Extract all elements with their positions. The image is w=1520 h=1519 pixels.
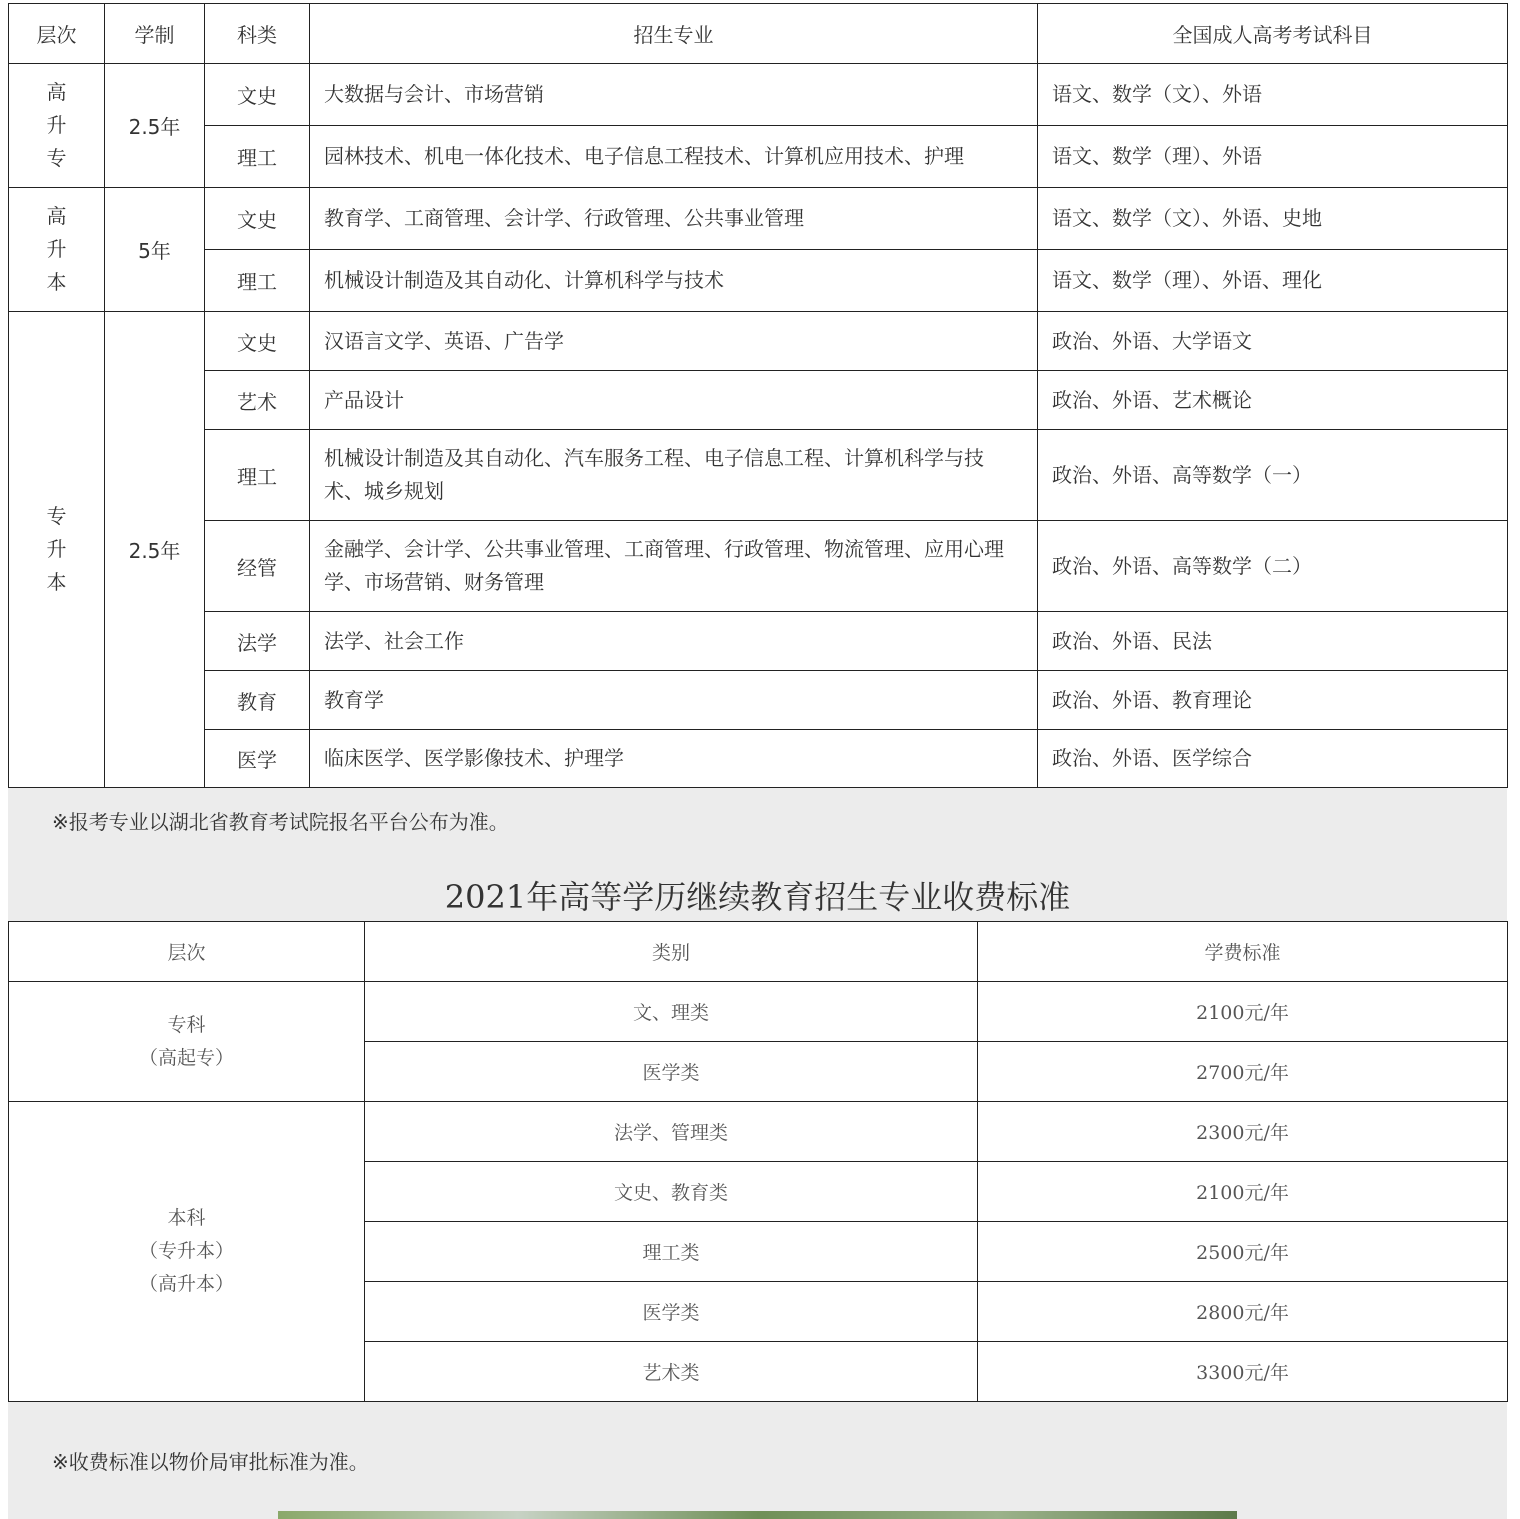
level-char: 高: [46, 80, 67, 104]
subjects-cell: 政治、外语、医学综合: [1038, 730, 1508, 788]
fee-standard-table: [8, 921, 1508, 1402]
category-cell: 文史: [205, 64, 310, 126]
category-cell: 法学: [205, 612, 310, 671]
category-cell: 经管: [205, 521, 310, 612]
table-row: [9, 730, 1508, 788]
majors-cell: 汉语言文学、英语、广告学: [310, 312, 1038, 371]
majors-cell: 法学、社会工作: [310, 612, 1038, 671]
subjects-cell: 语文、数学（文）、外语、史地: [1038, 188, 1508, 250]
level-line: 本科: [167, 1207, 206, 1229]
header-category: 类别: [365, 922, 978, 982]
table-row: [9, 188, 1508, 250]
subjects-cell: 政治、外语、高等数学（一）: [1038, 430, 1508, 521]
table-row: [9, 1102, 1508, 1162]
category-cell: 教育: [205, 671, 310, 730]
category-cell: 医学类: [365, 1042, 978, 1102]
category-cell: 理工: [205, 250, 310, 312]
table-row: [9, 312, 1508, 371]
subjects-cell: 政治、外语、高等数学（二）: [1038, 521, 1508, 612]
majors-cell: 机械设计制造及其自动化、计算机科学与技术: [310, 250, 1038, 312]
level-cell: [9, 1102, 365, 1402]
table-row: [9, 126, 1508, 188]
table-row: [9, 371, 1508, 430]
campus-photo: [278, 1511, 1237, 1519]
table-row: [9, 612, 1508, 671]
level-char: 本: [46, 270, 67, 294]
category-cell: 理工: [205, 430, 310, 521]
category-cell: 文、理类: [365, 982, 978, 1042]
level-char: 升: [46, 237, 67, 261]
majors-note: ※报考专业以湖北省教育考试院报名平台公布为准。: [52, 810, 509, 834]
table-row: [9, 671, 1508, 730]
header-level: 层次: [9, 922, 365, 982]
subjects-cell: 政治、外语、教育理论: [1038, 671, 1508, 730]
table-row: [9, 64, 1508, 126]
level-cell: [9, 188, 105, 312]
category-cell: 文史: [205, 312, 310, 371]
fee-cell: 2100元/年: [978, 1162, 1508, 1222]
table-header-row: [9, 922, 1508, 982]
subjects-cell: 语文、数学（理）、外语: [1038, 126, 1508, 188]
majors-cell: 教育学: [310, 671, 1038, 730]
fee-cell: 2500元/年: [978, 1222, 1508, 1282]
table-row: [9, 982, 1508, 1042]
category-cell: 理工: [205, 126, 310, 188]
header-exam-subjects: 全国成人高考考试科目: [1038, 4, 1508, 64]
category-cell: 理工类: [365, 1222, 978, 1282]
level-char: 升: [46, 113, 67, 137]
level-char: 专: [46, 146, 67, 170]
level-line: （高升本）: [138, 1273, 234, 1295]
level-line: （专升本）: [138, 1240, 234, 1262]
level-line: （高起专）: [138, 1046, 234, 1069]
majors-cell: 金融学、会计学、公共事业管理、工商管理、行政管理、物流管理、应用心理学、市场营销、财务管理: [310, 521, 1038, 612]
majors-cell: 教育学、工商管理、会计学、行政管理、公共事业管理: [310, 188, 1038, 250]
fee-table-title: 2021年高等学历继续教育招生专业收费标准: [444, 878, 1071, 916]
header-fee: 学费标准: [978, 922, 1508, 982]
level-char: 高: [46, 204, 67, 228]
subjects-cell: 政治、外语、大学语文: [1038, 312, 1508, 371]
category-cell: 医学类: [365, 1282, 978, 1342]
fee-cell: 3300元/年: [978, 1342, 1508, 1402]
table-header-row: [9, 4, 1508, 64]
duration-cell: 2.5年: [105, 64, 205, 188]
fee-cell: 2700元/年: [978, 1042, 1508, 1102]
duration-cell: 2.5年: [105, 312, 205, 788]
table-row: [9, 521, 1508, 612]
duration-cell: 5年: [105, 188, 205, 312]
subjects-cell: 政治、外语、民法: [1038, 612, 1508, 671]
table-row: [9, 430, 1508, 521]
level-cell: [9, 312, 105, 788]
category-cell: 艺术类: [365, 1342, 978, 1402]
category-cell: 文史、教育类: [365, 1162, 978, 1222]
level-char: 本: [46, 570, 67, 594]
level-cell: [9, 64, 105, 188]
majors-cell: 大数据与会计、市场营销: [310, 64, 1038, 126]
level-line: 专科: [167, 1013, 206, 1036]
fee-cell: 2100元/年: [978, 982, 1508, 1042]
header-level: 层次: [9, 4, 105, 64]
category-cell: 医学: [205, 730, 310, 788]
majors-cell: 机械设计制造及其自动化、汽车服务工程、电子信息工程、计算机科学与技术、城乡规划: [310, 430, 1038, 521]
fee-note: ※收费标准以物价局审批标准为准。: [52, 1450, 369, 1474]
subjects-cell: 政治、外语、艺术概论: [1038, 371, 1508, 430]
admission-majors-table: [8, 3, 1508, 788]
fee-cell: 2800元/年: [978, 1282, 1508, 1342]
table-row: [9, 250, 1508, 312]
header-category: 科类: [205, 4, 310, 64]
category-cell: 文史: [205, 188, 310, 250]
subjects-cell: 语文、数学（文）、外语: [1038, 64, 1508, 126]
header-majors: 招生专业: [310, 4, 1038, 64]
level-char: 升: [46, 537, 67, 561]
header-duration: 学制: [105, 4, 205, 64]
category-cell: 艺术: [205, 371, 310, 430]
majors-cell: 园林技术、机电一体化技术、电子信息工程技术、计算机应用技术、护理: [310, 126, 1038, 188]
level-cell: [9, 982, 365, 1102]
majors-cell: 产品设计: [310, 371, 1038, 430]
majors-cell: 临床医学、医学影像技术、护理学: [310, 730, 1038, 788]
category-cell: 法学、管理类: [365, 1102, 978, 1162]
level-char: 专: [46, 504, 67, 528]
subjects-cell: 语文、数学（理）、外语、理化: [1038, 250, 1508, 312]
fee-cell: 2300元/年: [978, 1102, 1508, 1162]
